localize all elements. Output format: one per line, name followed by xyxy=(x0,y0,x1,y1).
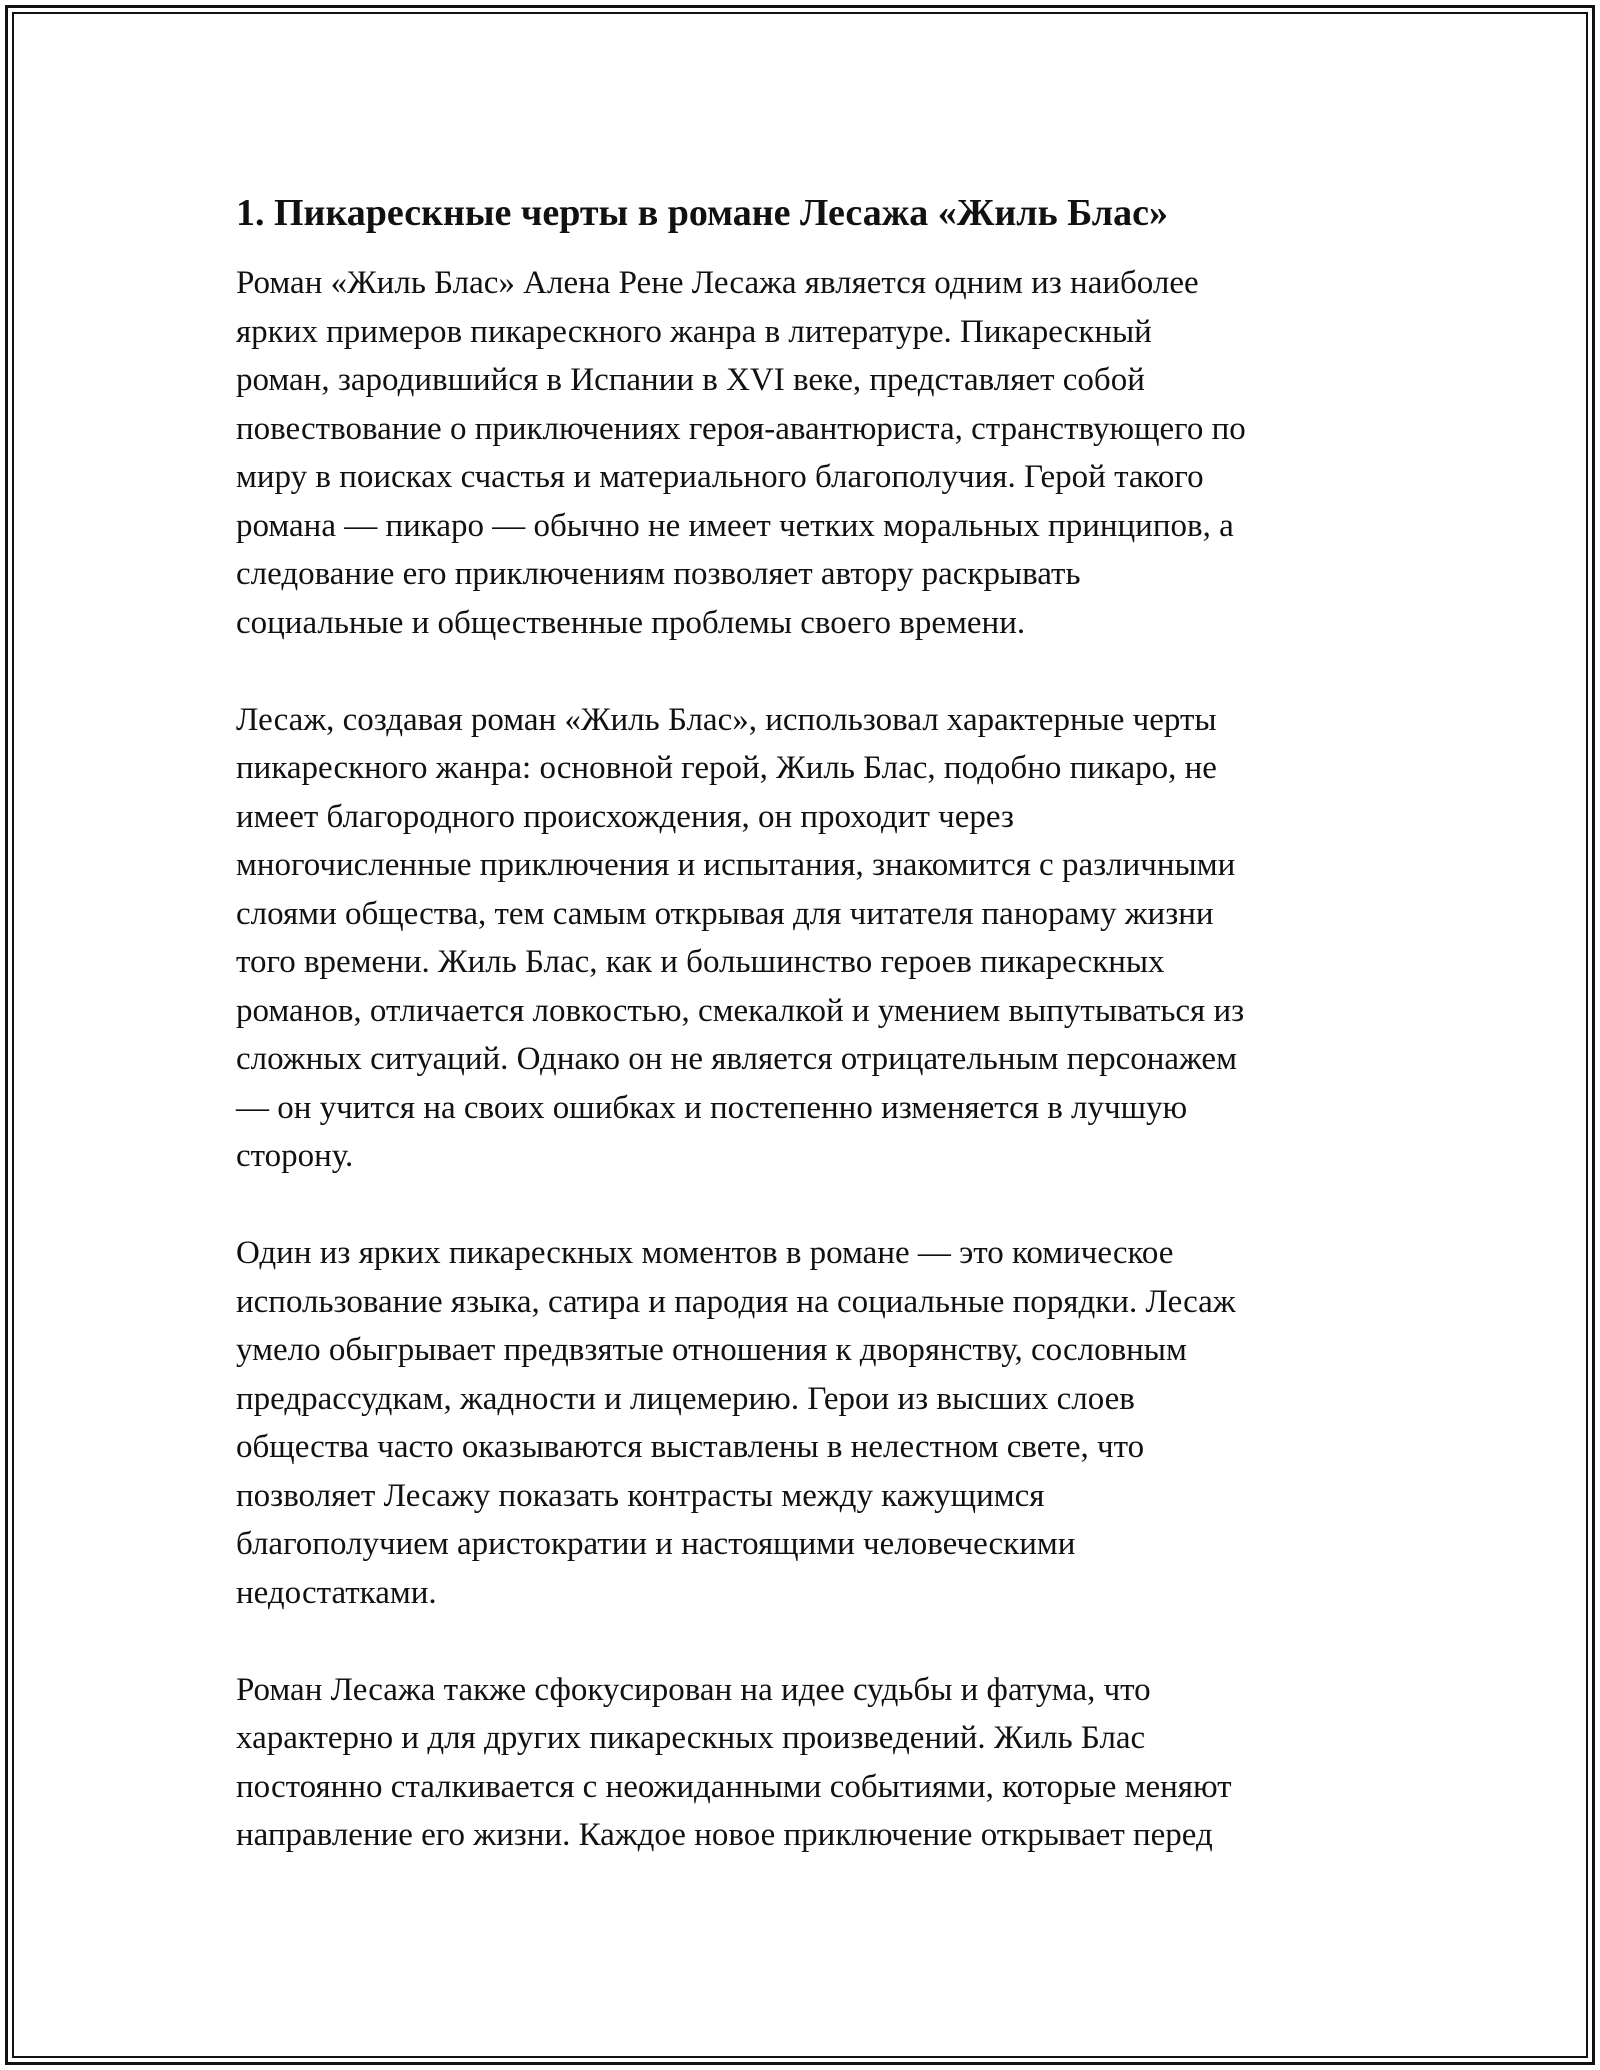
paragraph-2: Лесаж, создавая роман «Жиль Блас», использовал характерные черты пикарескного жанра: основной герой, Жиль Блас, подобно пикаро, не имеет благородного происхождения, он проходит через многочисленные приключения и испытания, знакомится с различными слоями общества, тем самым открывая для читателя панораму жизни того времени. Жиль Блас, как и большинство героев пикарескных романов, отличается ловкостью, смекалкой и умением выпутываться из сложных ситуаций. Однако он не является отрицательным персонажем — он учится на своих ошибках и постепенно изменяется в лучшую сторону. xyxy=(236,701,1245,1174)
paragraph-4: Роман Лесажа также сфокусирован на идее судьбы и фатума, что характерно и для других пикарескных произведений. Жиль Блас постоянно сталкивается с неожиданными событиями, которые меняют направление его жизни. Каждое новое приключение открывает перед xyxy=(236,1671,1232,1853)
paragraph-3: Один из ярких пикарескных моментов в романе — это комическое использование языка, сатира и пародия на социальные порядки. Лесаж умело обыгрывает предвзятые отношения к дворянству, сословным предрассудкам, жадности и лицемерию. Герои из высших слоев общества часто оказываются выставлены в нелестном свете, что позволяет Лесажу показать контрасты между кажущимся благополучием аристократии и настоящими человеческими недостатками. xyxy=(236,1235,1236,1611)
section-heading: 1. Пикарескные черты в романе Лесажа «Жиль Блас» xyxy=(236,192,1168,234)
paragraph-1: Роман «Жиль Блас» Алена Рене Лесажа является одним из наиболее ярких примеров пикарескного жанра в литературе. Пикарескный роман, зародившийся в Испании в XVI веке, представляет собой повествование о приключениях героя-авантюриста, странствующего по миру в поисках счастья и материального благополучия. Герой такого романа — пикаро — обычно не имеет четких моральных принципов, а следование его приключениям позволяет автору раскрывать социальные и общественные проблемы своего времени. xyxy=(236,265,1246,641)
document-body xyxy=(236,186,1376,1908)
